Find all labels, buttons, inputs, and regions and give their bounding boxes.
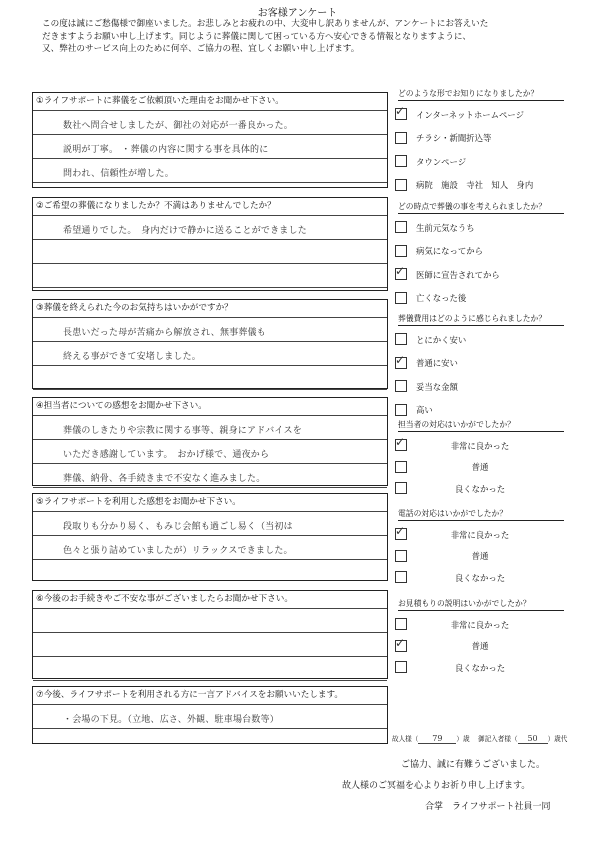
answer-rule bbox=[33, 535, 387, 536]
survey-checkbox[interactable] bbox=[395, 104, 407, 120]
question-box-3 bbox=[32, 299, 388, 389]
survey-option-label: 普通 bbox=[471, 641, 489, 651]
survey-option-label: 妥当な金額 bbox=[416, 381, 458, 392]
handwritten-answer[interactable]: 問われ、信頼性が増した。 bbox=[63, 169, 174, 179]
question-box-2 bbox=[32, 197, 388, 291]
survey-checkbox[interactable] bbox=[395, 155, 407, 167]
survey-heading: どの時点で葬儀の事を考えられましたか？ bbox=[398, 201, 564, 214]
answer-rule bbox=[33, 728, 387, 729]
answer-rule bbox=[33, 559, 387, 560]
applicant-age-value[interactable]: 50 bbox=[518, 734, 548, 744]
intro-line: だきますようお願い申し上げます。同じように葬儀に関して困っている方へ安心できる情報となりますように、 bbox=[42, 31, 472, 42]
survey-checkbox[interactable] bbox=[395, 132, 407, 144]
survey-option-label: とにかく安い bbox=[416, 334, 467, 345]
handwritten-answer[interactable]: 段取りも分かり易く、もみじ会館も過ごし易く（当初は bbox=[63, 522, 293, 532]
handwritten-answer[interactable]: 終える事ができて安堵しました。 bbox=[63, 352, 202, 362]
survey-heading: 電話の対応はいかがでしたか？ bbox=[398, 508, 564, 521]
deceased-age-suffix: ）歳 bbox=[456, 735, 470, 743]
survey-checkbox[interactable] bbox=[395, 404, 407, 416]
survey-checkbox[interactable] bbox=[395, 245, 407, 257]
survey-heading: どのような形でお知りになりましたか？ bbox=[398, 88, 564, 101]
survey-checkbox[interactable] bbox=[395, 380, 407, 392]
answer-rule bbox=[33, 341, 387, 342]
question-label: ⑦今後、ライフサポートを利用される方に一言アドバイスをお願いいたします。 bbox=[33, 687, 387, 705]
applicant-age-field bbox=[478, 733, 567, 744]
survey-option-label: インターネットホームページ bbox=[416, 109, 524, 120]
thanks-text: ご協力、誠に有難うございました。 bbox=[401, 760, 546, 770]
survey-heading: お見積もりの説明はいかがでしたか？ bbox=[398, 598, 564, 611]
question-label: ③葬儀を終えられた今のお気持ちはいかがですか？ bbox=[33, 300, 387, 318]
survey-checkbox[interactable] bbox=[395, 292, 407, 304]
answer-rule bbox=[33, 365, 387, 366]
answer-rule bbox=[33, 656, 387, 657]
question-label: ①ライフサポートに葬儀をご依頼頂いた理由をお聞かせ下さい。 bbox=[33, 93, 387, 111]
handwritten-answer[interactable]: 長患いだった母が苦痛から解放され、無事葬儀も bbox=[63, 328, 266, 338]
answer-rule bbox=[33, 287, 387, 288]
survey-option-label: 亡くなった後 bbox=[416, 293, 467, 303]
survey-option-label: 良くなかった bbox=[454, 572, 506, 583]
deceased-age-value[interactable]: 79 bbox=[418, 734, 456, 744]
handwritten-answer[interactable]: 説明が丁寧。 ・葬儀の内容に関する事を具体的に bbox=[63, 145, 269, 155]
question-box-1 bbox=[32, 92, 388, 188]
survey-option-label: 非常に良かった bbox=[450, 529, 510, 540]
intro-line: 又、弊社のサービス向上のために何卒、ご協力の程、宜しくお願い申し上げます。 bbox=[42, 44, 360, 54]
handwritten-answer[interactable]: 色々と張り詰めていましたが）リラックスできました。 bbox=[63, 546, 293, 556]
answer-rule bbox=[33, 680, 387, 681]
check-mark-icon: ✓ bbox=[395, 104, 406, 118]
question-box-7 bbox=[32, 686, 388, 744]
survey-checkbox[interactable] bbox=[395, 264, 407, 280]
handwritten-answer[interactable]: ・会場の下見。（立地、広さ、外観、駐車場台数等） bbox=[63, 715, 279, 725]
intro-text bbox=[42, 18, 562, 56]
survey-checkbox[interactable] bbox=[395, 333, 407, 345]
survey-option-label: 生前元気なうち bbox=[416, 222, 475, 233]
signature-text: 合掌 ライフサポート社員一同 bbox=[425, 802, 551, 812]
answer-rule bbox=[33, 632, 387, 633]
question-label: ④担当者についての感想をお聞かせ下さい。 bbox=[33, 398, 387, 416]
survey-option-label: 非常に良かった bbox=[450, 440, 510, 451]
survey-heading: 葬儀費用はどのように感じられましたか？ bbox=[398, 313, 564, 326]
check-mark-icon: ✓ bbox=[395, 352, 406, 367]
survey-checkbox[interactable] bbox=[395, 352, 407, 369]
intro-line: この度は誠にご愁傷様で御座いました。お悲しみとお疲れの中、大変申し訳ありませんが、アンケートにお答えいた bbox=[42, 19, 489, 29]
deceased-age-label: 故人様（ bbox=[392, 735, 419, 743]
question-label: ⑤ライフサポートを利用した感想をお聞かせ下さい。 bbox=[33, 494, 387, 512]
page-title: お客様アンケート bbox=[257, 8, 338, 19]
applicant-age-suffix: ）歳代 bbox=[547, 735, 568, 743]
question-box-6 bbox=[32, 590, 388, 679]
answer-rule bbox=[33, 487, 387, 488]
check-mark-icon: ✓ bbox=[395, 524, 406, 538]
handwritten-answer[interactable]: 数社へ問合せしましたが、御社の対応が一番良かった。 bbox=[63, 121, 294, 131]
prayer-text: 故人様のご冥福を心よりお祈り申し上げます。 bbox=[342, 781, 531, 791]
answer-rule bbox=[33, 239, 387, 240]
survey-option-label: チラシ・新聞折込等 bbox=[416, 133, 492, 143]
deceased-age-field bbox=[392, 733, 470, 744]
question-box-4 bbox=[32, 397, 388, 486]
handwritten-answer[interactable]: 葬儀、納骨、各手続きまで不安なく進みました。 bbox=[63, 474, 266, 484]
question-box-5 bbox=[32, 493, 388, 581]
survey-checkbox[interactable] bbox=[395, 221, 407, 233]
answer-rule bbox=[33, 263, 387, 264]
survey-option-label: 医師に宣告されてから bbox=[416, 269, 500, 280]
survey-option-label: 高い bbox=[416, 405, 433, 415]
survey-option-label: 非常に良かった bbox=[450, 619, 510, 630]
answer-rule bbox=[33, 158, 387, 159]
handwritten-answer[interactable]: 希望通りでした。 身内だけで静かに送ることができました bbox=[63, 226, 307, 236]
survey-checkbox[interactable] bbox=[395, 179, 407, 191]
applicant-age-label: 御記入者様（ bbox=[478, 735, 518, 743]
survey-option-label: 普通に安い bbox=[416, 358, 458, 368]
question-label: ⑥今後のお手続きやご不安な事がございましたらお聞かせ下さい。 bbox=[33, 591, 387, 609]
check-mark-icon: ✓ bbox=[395, 635, 406, 650]
handwritten-answer[interactable]: いただき感謝しています。 おかげ様で、通夜から bbox=[63, 450, 270, 460]
survey-option-label: 病気になってから bbox=[416, 246, 483, 256]
check-mark-icon: ✓ bbox=[395, 264, 406, 278]
survey-option-label: 普通 bbox=[471, 551, 489, 561]
answer-rule bbox=[33, 389, 387, 390]
answer-rule bbox=[33, 134, 387, 135]
question-label: ②ご希望の葬儀になりましたか？不満はありませんでしたか？ bbox=[33, 198, 387, 216]
handwritten-answer[interactable]: 葬儀のしきたりや宗教に関する事等、親身にアドバイスを bbox=[63, 426, 302, 436]
answer-rule bbox=[33, 439, 387, 440]
survey-option-label: 良くなかった bbox=[454, 483, 506, 494]
answer-rule bbox=[33, 182, 387, 183]
survey-option-label: 普通 bbox=[471, 462, 489, 472]
survey-option-label: 病院 施設 寺社 知人 身内 bbox=[416, 180, 534, 190]
survey-option-label: 良くなかった bbox=[454, 662, 506, 673]
survey-heading: 担当者の対応はいかがでしたか？ bbox=[398, 419, 564, 432]
check-mark-icon: ✓ bbox=[395, 435, 406, 449]
survey-option-label: タウンページ bbox=[416, 156, 467, 167]
answer-rule bbox=[33, 463, 387, 464]
